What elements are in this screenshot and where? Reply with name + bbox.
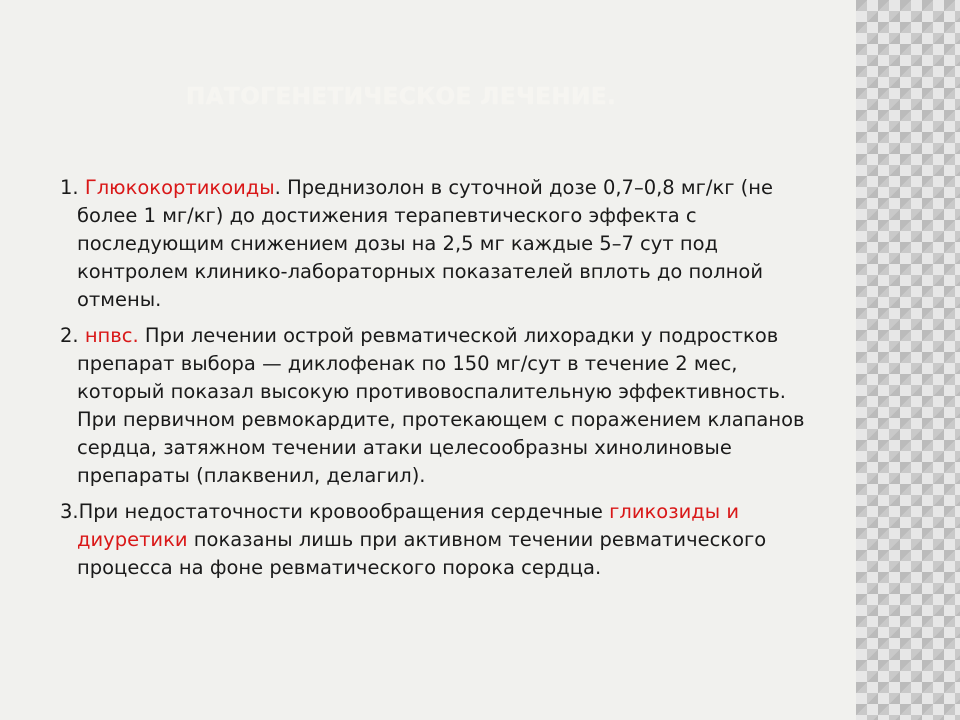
item-highlight: Глюкокортикоиды	[84, 176, 275, 199]
list-item-glucocorticoids	[60, 174, 805, 314]
item-text: . Преднизолон в суточной дозе 0,7–0,8 мг/кг (не более 1 мг/кг) до достижения терапевтического эффекта с последующим снижением дозы на 2,5 мг каждые 5–7 сут под контролем клинико-лабораторных показателей вплоть до полной отмены.	[77, 176, 774, 311]
item-text-after: показаны лишь при активном течении ревматического процесса на фоне ревматического порока сердца.	[77, 528, 767, 579]
item-number: 1.	[60, 176, 79, 199]
list-item-glycosides	[60, 498, 805, 582]
item-number: 3.	[60, 500, 79, 523]
item-highlight: нпвс.	[84, 324, 139, 347]
item-number: 2.	[60, 324, 79, 347]
item-text: При лечении острой ревматической лихорадки у подростков препарат выбора — диклофенак по 150 мг/сут в течение 2 мес, который показал высокую противовоспалительную эффективность. При первичном ревмокардите, протекающем с поражением клапанов сердца, затяжном течении атаки целесообразны хинолиновые препараты (плаквенил, делагил).	[77, 324, 805, 487]
item-text-before: При недостаточности кровообращения сердечные	[78, 500, 610, 523]
slide-body	[60, 174, 805, 590]
decorative-side-pattern	[856, 0, 960, 720]
slide-title: ПАТОГЕНЕТИЧЕСКОЕ ЛЕЧЕНИЕ.	[186, 84, 617, 110]
item-highlight: гликозиды и диуретики	[77, 500, 739, 551]
list-item-nsaids	[60, 322, 805, 490]
